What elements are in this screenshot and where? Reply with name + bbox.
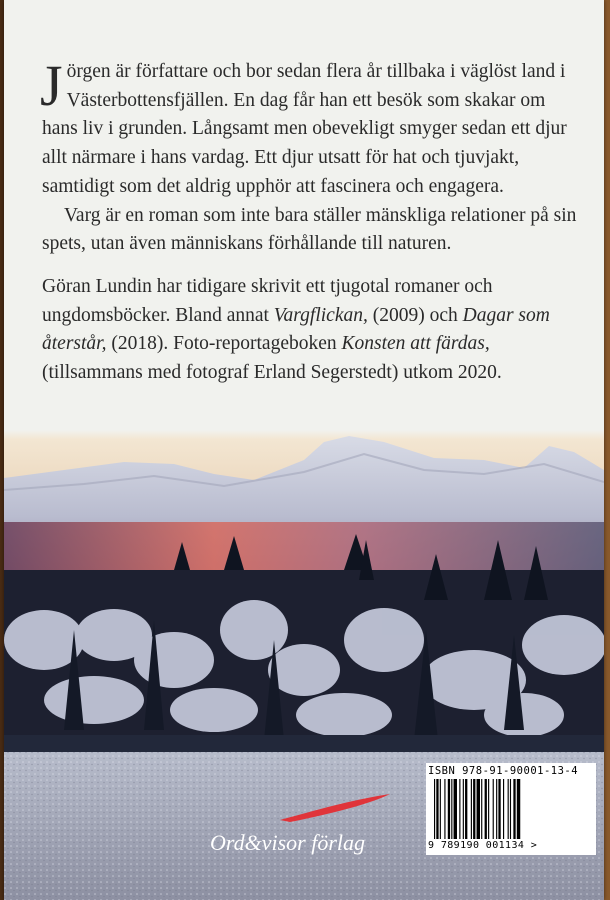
barcode-bar bbox=[465, 779, 467, 839]
barcode-bar bbox=[477, 779, 480, 839]
barcode-bar bbox=[510, 779, 511, 839]
barcode-bar bbox=[459, 779, 460, 839]
barcode-bar bbox=[485, 779, 487, 839]
barcode-bar bbox=[498, 779, 500, 839]
isbn-number: ISBN 978-91-90001-13-4 bbox=[428, 765, 579, 777]
publisher-name: Ord&visor förlag bbox=[210, 830, 366, 855]
barcode-bar bbox=[434, 779, 435, 839]
barcode-bar bbox=[513, 779, 515, 839]
drop-cap: J bbox=[40, 53, 63, 118]
feather-quill-icon bbox=[210, 790, 410, 830]
barcode-bar bbox=[436, 779, 438, 839]
publisher-logo bbox=[210, 790, 410, 860]
book-title-konsten: Konsten att färdas, bbox=[341, 333, 490, 355]
book-title-dagar: Dagar som återstår, bbox=[42, 304, 550, 355]
barcode-bar bbox=[444, 779, 445, 839]
barcode-bar bbox=[508, 779, 509, 839]
barcode-label bbox=[426, 763, 596, 855]
book-back-cover bbox=[4, 0, 604, 900]
barcode-bars bbox=[432, 779, 582, 839]
barcode-bar bbox=[448, 779, 450, 839]
blurb-paragraph-1: Jörgen är författare och bor sedan flera år tillbaka i väglöst land i Västerbottensfjällen. En dag får han ett besök som skakar om hans liv i grunden. Långsamt men obevekligt smyger sedan ett djur allt närmare i hans vardag. Ett djur utsatt för hat och tjuvjakt, samtidigt som det aldrig upphör att fascinera och engagera. bbox=[40, 53, 567, 197]
barcode-bar bbox=[440, 779, 441, 839]
barcode-bar bbox=[488, 779, 489, 839]
barcode-bar bbox=[451, 779, 452, 839]
barcode-bar bbox=[473, 779, 475, 839]
barcode-bar bbox=[481, 779, 482, 839]
author-bio: Göran Lundin har tidigare skrivit ett tjugotal romaner och ungdomsböcker. Bland annat Vargflickan, (2009) och Dagar som återstår, (2018). Foto-reportageboken Konsten att färdas, (tillsammans med fotograf Erland Segerstedt) utkom 2020. bbox=[42, 275, 550, 384]
blurb-paragraph-2: Varg är en roman som inte bara ställer mänskliga relationer på sin spets, utan även människans förhållande till naturen. bbox=[42, 204, 577, 255]
barcode-bar bbox=[471, 779, 472, 839]
book-title-vargflickan: Vargflickan, bbox=[273, 304, 368, 326]
ean-digits: 9 789190 001134 > bbox=[428, 840, 538, 851]
barcode-bar bbox=[496, 779, 497, 839]
barcode-bar bbox=[454, 779, 457, 839]
barcode-bar bbox=[463, 779, 464, 839]
barcode-bar bbox=[493, 779, 494, 839]
barcode-bar bbox=[503, 779, 504, 839]
blurb-text bbox=[40, 53, 582, 388]
barcode-bar bbox=[517, 779, 520, 839]
